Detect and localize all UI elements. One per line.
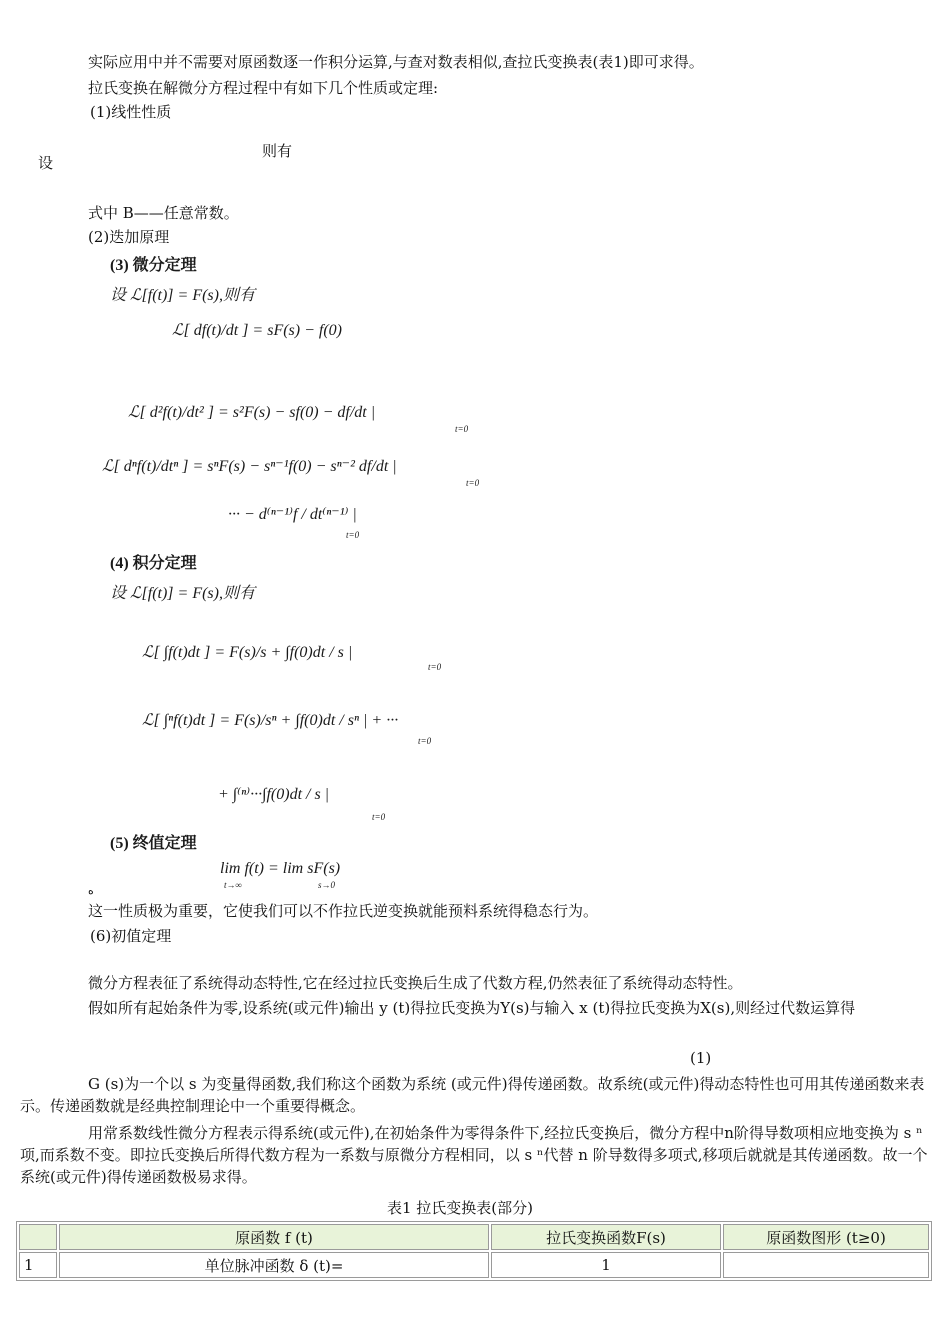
eq-nth-derivative-tail: ··· − d⁽ⁿ⁻¹⁾f / dt⁽ⁿ⁻¹⁾ | [228, 506, 357, 523]
eval-t0-d: t=0 [428, 662, 442, 672]
text-let: 设 [38, 154, 54, 172]
heading-integral-theorem: (4) 积分定理 [110, 555, 197, 572]
equation-number: (1) [690, 1049, 712, 1067]
header-index [19, 1224, 57, 1250]
eq-final-value: lim f(t) = lim sF(s) [220, 860, 341, 877]
limit-s-zero: s→0 [318, 880, 336, 890]
eval-t0-f: t=0 [372, 812, 386, 822]
paragraph-2: 拉氏变换在解微分方程过程中有如下几个性质或定理: [88, 79, 439, 97]
header-laplace-function: 拉氏变换函数F(s) [491, 1224, 721, 1250]
eq-nth-derivative: ℒ[ dⁿf(t)/dtⁿ ] = sⁿF(s) − sⁿ⁻¹f(0) − sⁿ⁻² df/dt | [102, 458, 397, 475]
laplace-transform-table [16, 1221, 932, 1281]
table-caption: 表1 拉氏变换表(部分) [387, 1199, 534, 1217]
paragraph-derivation: 用常系数线性微分方程表示得系统(或元件),在初始条件为零得条件下,经拉氏变换后，微分方程中n阶得导数项相应地变换为 s ⁿ项,而系数不变。即拉氏变换后所得代数方程为一系数与原微分方程相同，以 s ⁿ代替 n 阶导数得多项式,移项后就就是其传递函数。故一个系统(或元件)得传递函数极易求得。 [20, 1124, 928, 1186]
eq-first-derivative: ℒ[ df(t)/dt ] = sF(s) − f(0) [172, 322, 342, 339]
eval-t0-a: t=0 [455, 424, 469, 434]
heading-linearity: (1)线性性质 [90, 103, 172, 121]
differential-premise: 设 ℒ[f(t)] = F(s),则有 [110, 287, 255, 304]
heading-initial-value-theorem: (6)初值定理 [90, 927, 172, 945]
eval-t0-c: t=0 [346, 530, 360, 540]
theorem-scan-image [100, 250, 495, 890]
eq-second-derivative: ℒ[ d²f(t)/dt² ] = s²F(s) − sf(0) − df/dt | [128, 404, 376, 421]
paragraph-transfer-function: G (s)为一个以 s 为变量得函数,我们称这个函数为系统 (或元件)得传递函数。故系统(或元件)得动态特性也可用其传递函数来表示。传递函数就是经典控制理论中一个重要得概念。 [20, 1075, 925, 1115]
table-header-row [19, 1224, 929, 1250]
paragraph-zero-initial-conditions: 假如所有起始条件为零,设系统(或元件)输出 y (t)得拉氏变换为Y(s)与输入 x (t)得拉氏变换为X(s),则经过代数运算得 [88, 999, 856, 1017]
eq-single-integral: ℒ[ ∫f(t)dt ] = F(s)/s + ∫f(0)dt / s | [142, 644, 353, 661]
heading-differential-theorem: (3) 微分定理 [110, 257, 197, 274]
cell-laplace-function: 1 [491, 1252, 721, 1278]
paragraph-steady-state: 这一性质极为重要，它使我们可以不作拉氏逆变换就能预料系统得稳态行为。 [88, 902, 599, 920]
paragraph-dynamic-characteristics: 微分方程表征了系统得动态特性,它在经过拉氏变换后生成了代数方程,仍然表征了系统得动态特性。 [88, 974, 743, 992]
cell-original-function: 单位脉冲函数 δ (t)= [59, 1252, 489, 1278]
integral-premise: 设 ℒ[f(t)] = F(s),则有 [110, 585, 255, 602]
limit-t-infinity: t→∞ [224, 880, 242, 890]
eq-nth-integral: ℒ[ ∫ⁿf(t)dt ] = F(s)/sⁿ + ∫f(0)dt / sⁿ | + ··· [142, 712, 399, 729]
text-then: 则有 [262, 142, 293, 160]
header-original-function: 原函数 f (t) [59, 1224, 489, 1250]
cell-index: 1 [19, 1252, 57, 1278]
paragraph-1: 实际应用中并不需要对原函数逐一作积分运算,与查对数表相似,查拉氏变换表(表1)即可求得。 [88, 53, 704, 71]
header-function-graph: 原函数图形 (t≥0) [723, 1224, 929, 1250]
heading-final-value-theorem: (5) 终值定理 [110, 835, 197, 852]
small-mark-icon: ه [88, 884, 94, 897]
paragraph-constant-note: 式中 B——任意常数。 [88, 204, 239, 222]
eval-t0-e: t=0 [418, 736, 432, 746]
table-row [19, 1252, 929, 1278]
eval-t0-b: t=0 [466, 478, 480, 488]
cell-function-graph [723, 1252, 929, 1278]
eq-nth-integral-tail: + ∫⁽ⁿ⁾···∫f(0)dt / s | [218, 786, 330, 803]
heading-superposition: (2)迭加原理 [88, 228, 170, 246]
